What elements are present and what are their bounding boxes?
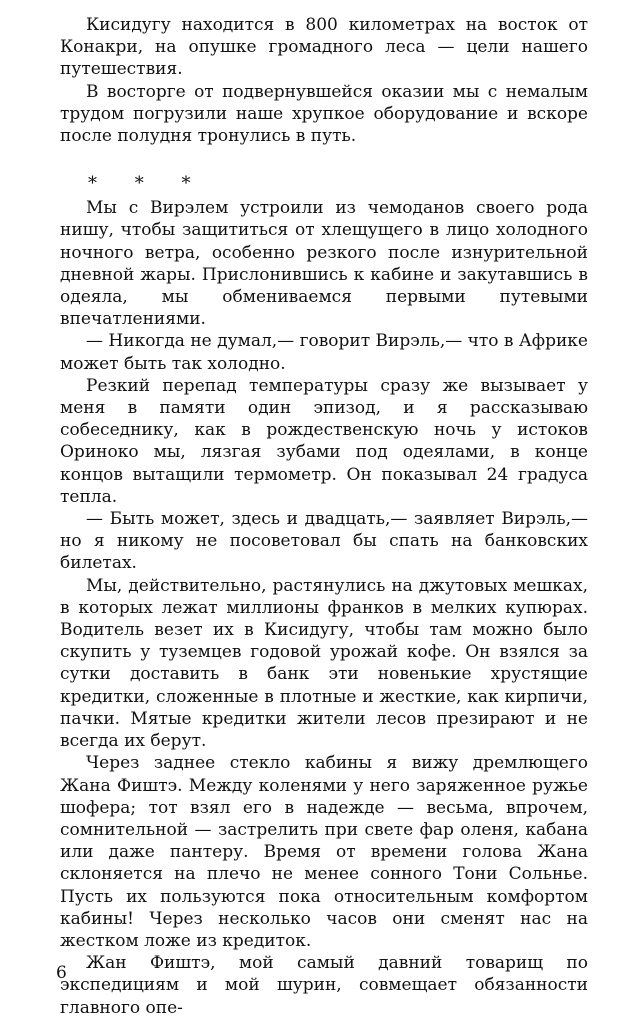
paragraph: Мы, действительно, растянулись на джутовых мешках, в которых лежат миллионы франков в мелких купюрах. Водитель везет их в Кисидугу, чтобы там можно было скупить у туземцев годовой урожай кофе. Он взялся за сутки доставить в банк эти новенькие хрустящие кредитки, сложенные в плотные и жесткие, как кирпичи, пачки. Мятые кредитки жители лесов презирают и не всегда их берут. (60, 575, 588, 752)
paragraph: Кисидугу находится в 800 километрах на восток от Конакри, на опушке громадного леса — цели нашего путешествия. (60, 15, 588, 80)
paragraph: В восторге от подвернувшейся оказии мы с немалым трудом погрузили наше хрупкое оборудование и вскоре после полудня тронулись в путь. (60, 81, 588, 147)
paragraph: — Никогда не думал,— говорит Вирэль,— что в Африке может быть так холодно. (60, 331, 588, 374)
section-gap (60, 147, 588, 167)
page-text (60, 14, 588, 1019)
paragraph: — Быть может, здесь и двадцать,— заявляет Вирэль,— но я никому не посоветовал бы спать на банковских билетах. (60, 509, 588, 574)
page-number: 6 (56, 963, 67, 983)
paragraph: Резкий перепад температуры сразу же вызывает у меня в памяти один эпизод, и я рассказываю собеседнику, как в рождественскую ночь у истоков Ориноко мы, лязгая зубами под одеялами, в конце концов вытащили термометр. Он показывал 24 градуса тепла. (60, 375, 588, 507)
paragraph: Через заднее стекло кабины я вижу дремлющего Жана Фиштэ. Между коленями у него заряженное ружье шофера; тот взял его в надежде — весьма, впрочем, сомнительной — застрелить при свете фар оленя, кабана или даже пантеру. Время от времени голова Жана склоняется на плечо не менее сонного Тони Сольнье. Пусть их пользуются пока относительным комфортом кабины! Через несколько часов они сменят нас на жестком ложе из кредиток. (60, 753, 588, 951)
paragraph: Жан Фиштэ, мой самый давний товарищ по экспедициям и мой шурин, совмещает обязанности главного опе- (60, 953, 588, 1018)
paragraph: Мы с Вирэлем устроили из чемоданов своего рода нишу, чтобы защититься от хлещущего в лицо холодного ночного ветра, особенно резкого после изнурительной дневной жары. Прислонившись к кабине и закутавшись в одеяла, мы обмениваемся первыми путевыми впечатлениями. (60, 198, 588, 330)
section-separator: * * * (88, 173, 207, 195)
